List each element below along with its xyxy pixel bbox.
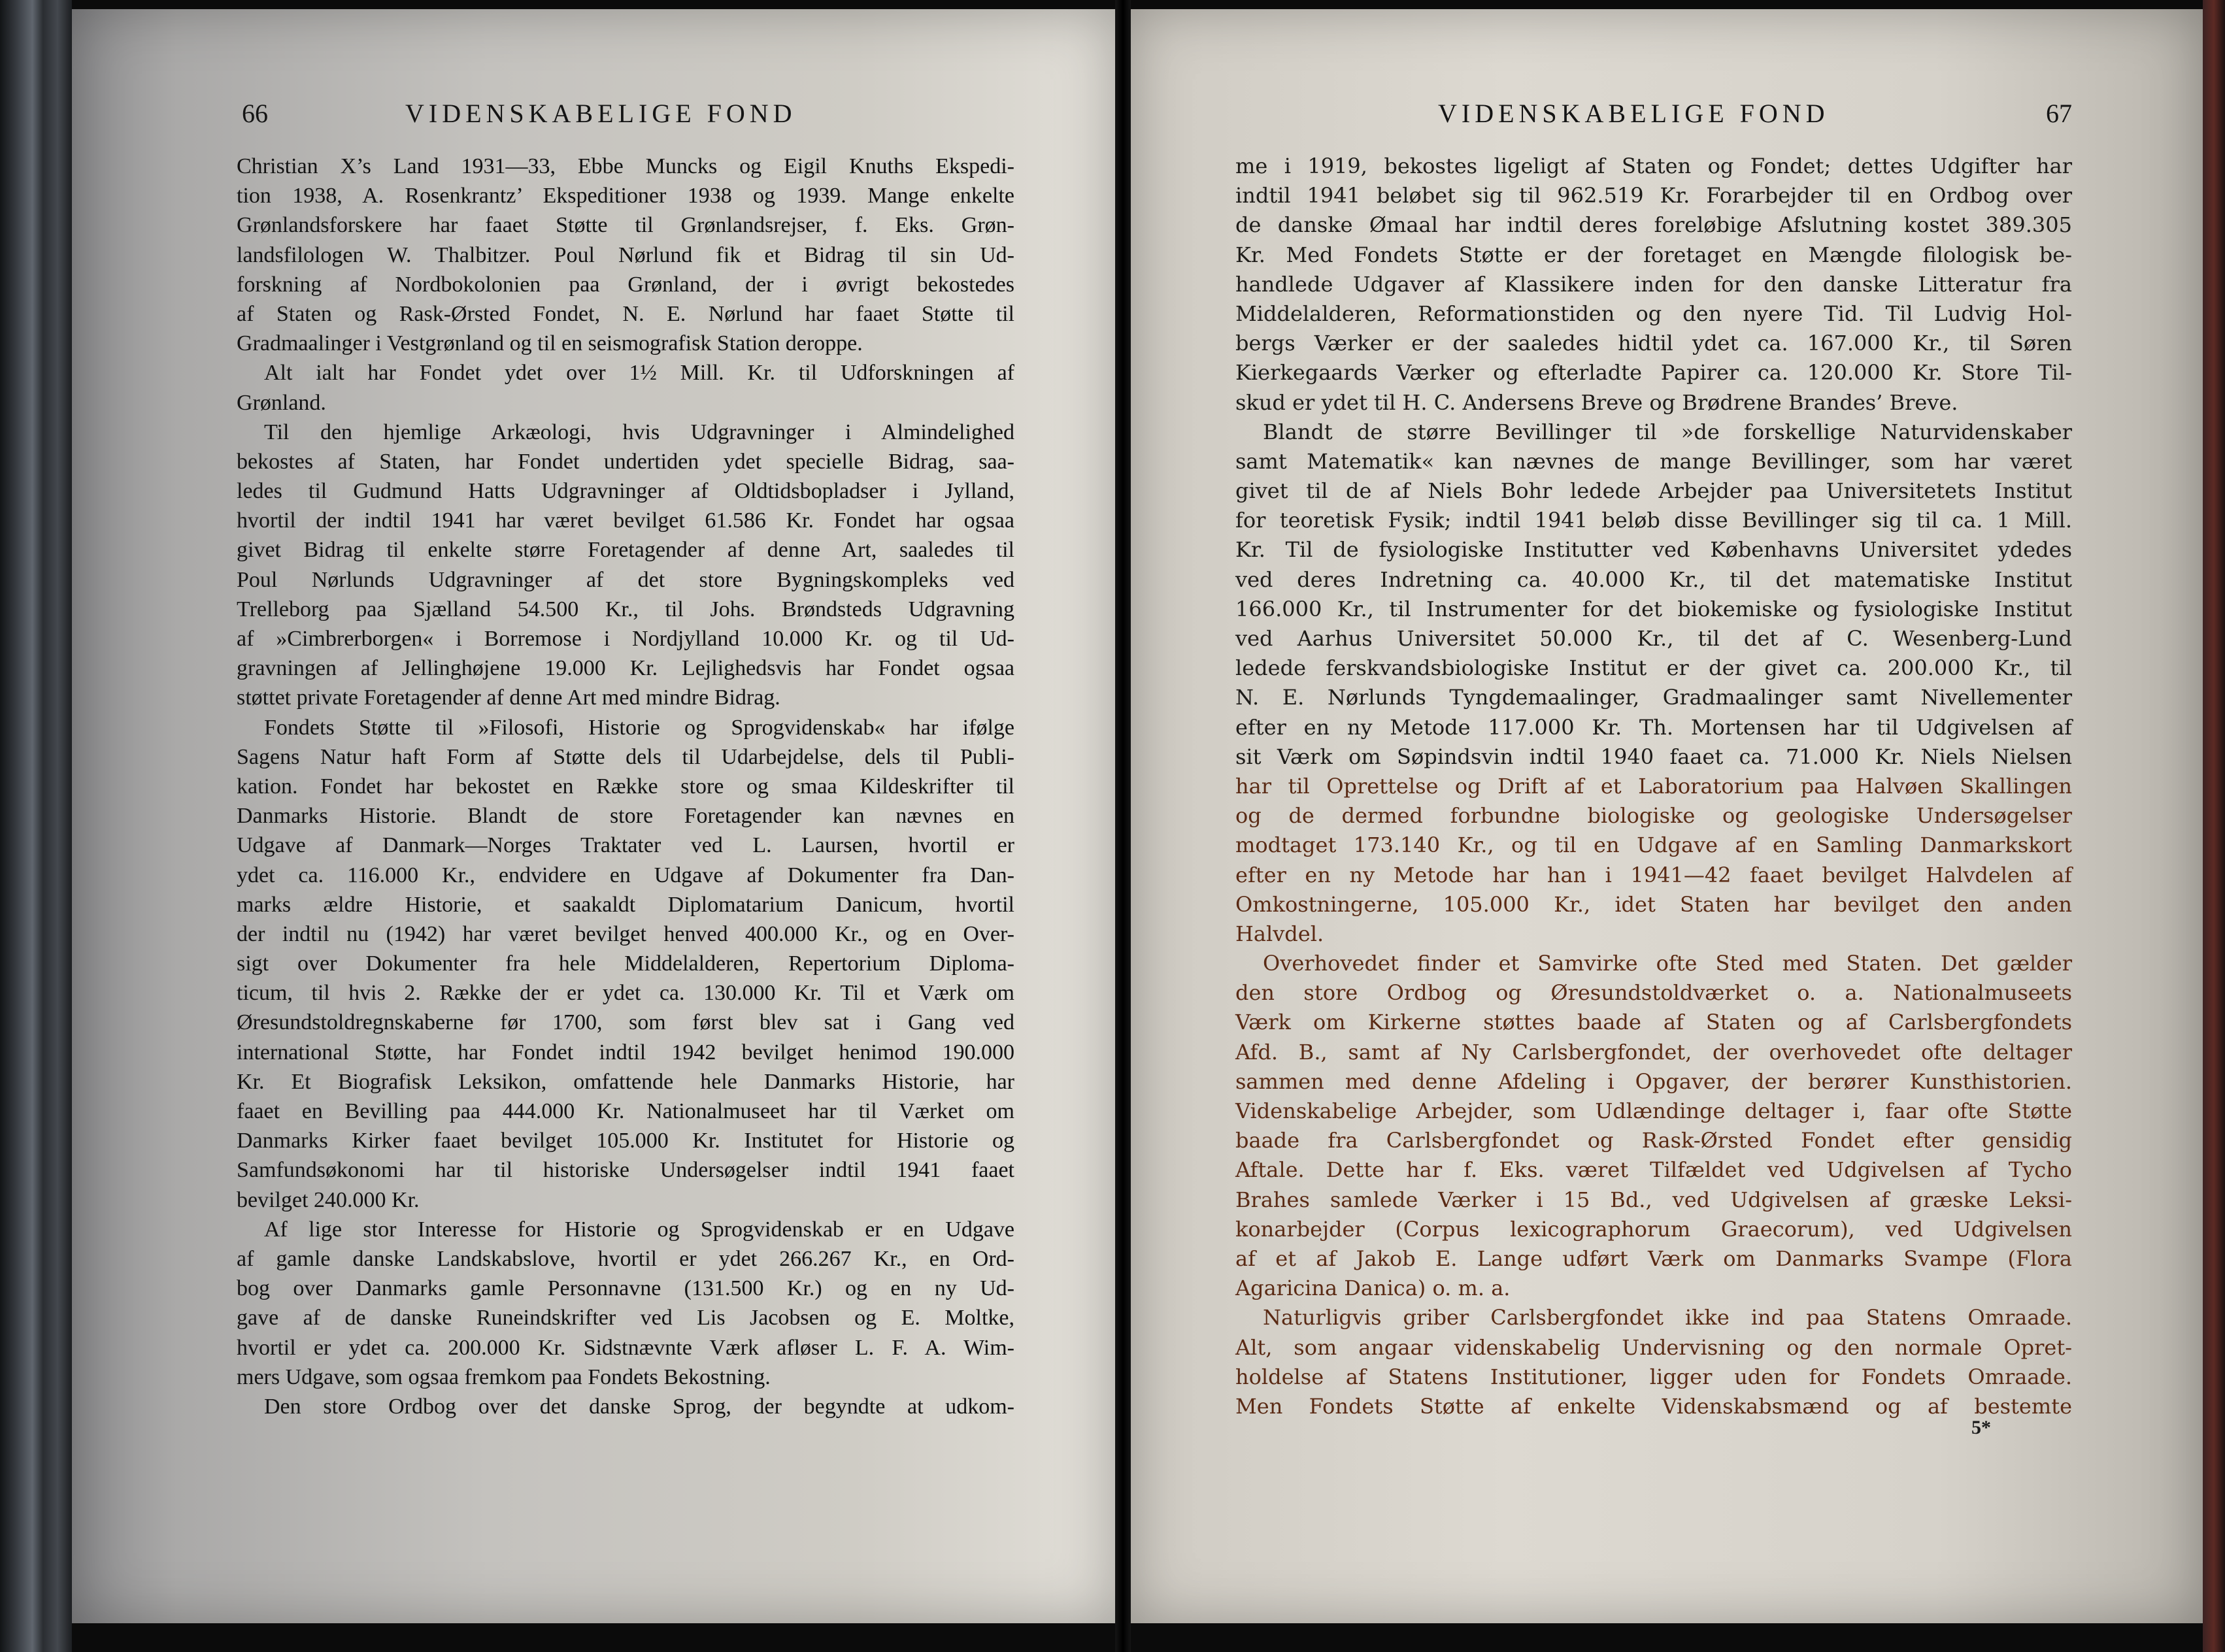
text-line: af »Cimbrerborgen« i Borremose i Nordjylland 10.000 Kr. og til Ud- <box>237 627 1014 651</box>
text-line: gravningen af Jellinghøjene 19.000 Kr. Lejlighedsvis har Fondet ogsaa <box>237 656 1014 681</box>
text-line: holdelse af Statens Institutioner, ligger uden for Fondets Omraade. <box>1235 1364 2072 1389</box>
text-line: de danske Ømaal har indtil deres foreløbige Afslutning kostet 389.305 <box>1235 212 2072 238</box>
text-line: Fondets Støtte til »Filosofi, Historie og Sprogvidenskab« har ifølge <box>264 715 1014 740</box>
book-cover-edge <box>2203 0 2225 1652</box>
text-line: Halvdel. <box>1235 921 1324 946</box>
text-line: Christian X’s Land 1931—33, Ebbe Muncks og Eigil Knuths Ekspedi- <box>237 154 1014 178</box>
text-line: Brahes samlede Værker i 15 Bd., ved Udgivelsen af græske Leksi- <box>1235 1187 2072 1212</box>
text-line: Øresundstoldregnskaberne før 1700, som først blev sat i Gang ved <box>237 1010 1014 1035</box>
text-line: bekostes af Staten, har Fondet undertiden ydet specielle Bidrag, saa- <box>237 449 1014 474</box>
text-line: ved deres Indretning ca. 40.000 Kr., til det matematiske Institut <box>1235 567 2072 592</box>
text-line: har til Oprettelse og Drift af et Laboratorium paa Halvøen Skallingen <box>1235 773 2072 799</box>
text-line: Naturligvis griber Carlsbergfondet ikke ind paa Statens Omraade. <box>1263 1305 2072 1330</box>
text-line: Trelleborg paa Sjælland 54.500 Kr., til Johs. Brøndsteds Udgravning <box>237 597 1014 621</box>
text-line: ydet ca. 116.000 Kr., endvidere en Udgave af Dokumenter fra Dan- <box>237 863 1014 887</box>
text-line: hvortil er ydet ca. 200.000 Kr. Sidstnævnte Værk afløser L. F. A. Wim- <box>237 1335 1014 1360</box>
book-gutter <box>1115 0 1131 1652</box>
text-line: N. E. Nørlunds Tyngdemaalinger, Gradmaalinger samt Nivellementer <box>1235 685 2072 710</box>
text-line: Alt, som angaar videnskabelig Undervisning og den normale Opret- <box>1235 1334 2072 1360</box>
text-line: Udgave af Danmark—Norges Traktater ved L. Laursen, hvortil er <box>237 833 1014 858</box>
text-line: Kr. Et Biografisk Leksikon, omfattende hele Danmarks Historie, har <box>237 1069 1014 1094</box>
text-line: sammen med denne Afdeling i Opgaver, der berører Kunsthistorien. <box>1235 1068 2072 1094</box>
text-line: Danmarks Historie. Blandt de store Foretagender kan nævnes en <box>237 804 1014 829</box>
text-line: faaet en Bevilling paa 444.000 Kr. Nationalmuseet har til Værket om <box>237 1099 1014 1123</box>
text-line: Alt ialt har Fondet ydet over 1½ Mill. Kr. til Udforskningen af <box>264 361 1014 386</box>
text-line: ledes til Gudmund Hatts Udgravninger af Oldtidsbopladser i Jylland, <box>237 479 1014 504</box>
text-line: skud er ydet til H. C. Andersens Breve og Brødrene Brandes’ Breve. <box>1235 389 1958 415</box>
text-line: Gradmaalinger i Vestgrønland og til en seismografisk Station deroppe. <box>237 331 863 356</box>
text-line: Til den hjemlige Arkæologi, hvis Udgravninger i Almindelighed <box>264 420 1014 444</box>
right-page-text <box>1235 152 2072 1421</box>
text-line: handlede Udgaver af Klassikere inden for den danske Litteratur fra <box>1235 271 2072 297</box>
text-line: Agaricina Danica) o. m. a. <box>1235 1276 1511 1301</box>
text-line: indtil 1941 beløbet sig til 962.519 Kr. Forarbejder til en Ordbog over <box>1235 183 2072 208</box>
text-line: konarbejder (Corpus lexicographorum Graecorum), ved Udgivelsen <box>1235 1216 2072 1242</box>
right-page-number: 67 <box>2046 99 2072 128</box>
text-line: givet Bidrag til enkelte større Foretagender af denne Art, saaledes til <box>237 538 1014 563</box>
text-line: Grønland. <box>237 390 326 415</box>
text-line: Samfundsøkonomi har til historiske Undersøgelser indtil 1941 faaet <box>237 1158 1014 1183</box>
text-line: Omkostningerne, 105.000 Kr., idet Staten har bevilget den anden <box>1235 891 2072 917</box>
text-line: mers Udgave, som ogsaa fremkom paa Fondets Bekostning. <box>237 1364 771 1389</box>
left-running-title: VIDENSKABELIGE FOND <box>405 99 797 128</box>
right-running-title: VIDENSKABELIGE FOND <box>1438 99 1830 128</box>
text-line: international Støtte, har Fondet indtil 1942 bevilget henimod 190.000 <box>237 1040 1014 1065</box>
text-line: Sagens Natur haft Form af Støtte dels til Udarbejdelse, dels til Publi- <box>237 744 1014 769</box>
signature-mark: 5* <box>1971 1417 1991 1438</box>
text-line: støttet private Foretagender af denne Art med mindre Bidrag. <box>237 686 780 710</box>
text-line: efter en ny Metode 117.000 Kr. Th. Mortensen har til Udgivelsen af <box>1235 714 2072 740</box>
left-page-number: 66 <box>242 99 268 128</box>
text-line: Aftale. Dette har f. Eks. været Tilfældet ved Udgivelsen af Tycho <box>1235 1157 2072 1183</box>
text-line: sigt over Dokumenter fra hele Middelalderen, Repertorium Diploma- <box>237 951 1014 976</box>
left-running-head <box>242 98 1026 132</box>
text-line: af Staten og Rask-Ørsted Fondet, N. E. Nørlund har faaet Støtte til <box>237 301 1014 326</box>
text-line: sit Værk om Søpindsvin indtil 1940 faaet ca. 71.000 Kr. Niels Nielsen <box>1235 744 2072 769</box>
left-page-text <box>237 152 1014 1421</box>
text-line: den store Ordbog og Øresundstoldværket o. a. Nationalmuseets <box>1235 980 2072 1006</box>
text-line: Af lige stor Interesse for Historie og Sprogvidenskab er en Udgave <box>264 1217 1014 1242</box>
text-line: Men Fondets Støtte af enkelte Videnskabsmænd og af bestemte <box>1235 1393 2072 1419</box>
text-line: efter en ny Metode har han i 1941—42 faaet bevilget Halvdelen af <box>1235 862 2072 887</box>
text-line: Kierkegaards Værker og efterladte Papirer ca. 120.000 Kr. Store Til- <box>1235 360 2072 386</box>
text-line: gave af de danske Runeindskrifter ved Lis Jacobsen og E. Moltke, <box>237 1306 1014 1330</box>
text-line: bevilget 240.000 Kr. <box>237 1187 420 1212</box>
text-line: Poul Nørlunds Udgravninger af det store Bygningskompleks ved <box>237 567 1014 592</box>
book-edge <box>0 0 72 1652</box>
text-line: Danmarks Kirker faaet bevilget 105.000 Kr. Institutet for Historie og <box>237 1129 1014 1153</box>
text-line: hvortil der indtil 1941 har været bevilget 61.586 Kr. Fondet har ogsaa <box>237 508 1014 533</box>
text-line: baade fra Carlsbergfondet og Rask-Ørsted Fondet efter gensidig <box>1235 1128 2072 1153</box>
text-line: bergs Værker er der saaledes hidtil ydet ca. 167.000 Kr., til Søren <box>1235 331 2072 356</box>
text-line: Blandt de større Bevillinger til »de forskellige Naturvidenskaber <box>1263 419 2072 444</box>
text-line: Middelalderen, Reformationstiden og den nyere Tid. Til Ludvig Hol- <box>1235 301 2072 326</box>
text-line: givet til de af Niels Bohr ledede Arbejder paa Universitetets Institut <box>1235 478 2072 504</box>
text-line: Overhovedet finder et Samvirke ofte Sted med Staten. Det gælder <box>1263 951 2072 976</box>
text-line: Værk om Kirkerne støttes baade af Staten og af Carlsbergfondets <box>1235 1010 2072 1035</box>
text-line: bog over Danmarks gamle Personnavne (131.500 Kr.) og en ny Ud- <box>237 1276 1014 1301</box>
text-line: og de dermed forbundne biologiske og geologiske Undersøgelser <box>1235 803 2072 829</box>
text-line: marks ældre Historie, et saakaldt Diplomatarium Danicum, hvortil <box>237 892 1014 917</box>
text-line: ticum, til hvis 2. Række der er ydet ca. 130.000 Kr. Til et Værk om <box>237 981 1014 1006</box>
text-line: ved Aarhus Universitet 50.000 Kr., til det af C. Wesenberg-Lund <box>1235 626 2072 651</box>
text-line: Grønlandsforskere har faaet Støtte til Grønlandsrejser, f. Eks. Grøn- <box>237 213 1014 238</box>
text-line: af et af Jakob E. Lange udført Værk om Danmarks Svampe (Flora <box>1235 1246 2072 1271</box>
text-line: landsfilologen W. Thalbitzer. Poul Nørlund fik et Bidrag til sin Ud- <box>237 242 1014 267</box>
text-line: modtaget 173.140 Kr., og til en Udgave af en Samling Danmarkskort <box>1235 833 2072 858</box>
right-running-head <box>1229 98 2072 132</box>
text-line: forskning af Nordbokolonien paa Grønland, der i øvrigt bekostedes <box>237 272 1014 297</box>
text-line: kation. Fondet har bekostet en Række store og smaa Kildeskrifter til <box>237 774 1014 799</box>
text-line: tion 1938, A. Rosenkrantz’ Ekspeditioner 1938 og 1939. Mange enkelte <box>237 184 1014 208</box>
text-line: Afd. B., samt af Ny Carlsbergfondet, der overhovedet ofte deltager <box>1235 1039 2072 1065</box>
text-line: for teoretisk Fysik; indtil 1941 beløb disse Bevillinger sig til ca. 1 Mill. <box>1235 508 2072 533</box>
text-line: Videnskabelige Arbejder, som Udlændinge deltager i, faar ofte Støtte <box>1235 1099 2072 1123</box>
text-line: samt Matematik« kan nævnes de mange Bevillinger, som har været <box>1235 448 2072 474</box>
text-line: af gamle danske Landskabslove, hvortil er ydet 266.267 Kr., en Ord- <box>237 1246 1014 1271</box>
text-line: Kr. Med Fondets Støtte er der foretaget en Mængde filologisk be- <box>1235 242 2072 267</box>
text-line: 166.000 Kr., til Instrumenter for det biokemiske og fysiologiske Institut <box>1235 596 2072 621</box>
text-line: Kr. Til de fysiologiske Institutter ved Københavns Universitet ydedes <box>1235 537 2072 563</box>
text-line: ledede ferskvandsbiologiske Institut er der givet ca. 200.000 Kr., til <box>1235 655 2072 681</box>
text-line: der indtil nu (1942) har været bevilget henved 400.000 Kr., og en Over- <box>237 921 1014 946</box>
text-line: me i 1919, bekostes ligeligt af Staten og Fondet; dettes Udgifter har <box>1235 154 2072 178</box>
text-line: Den store Ordbog over det danske Sprog, der begyndte at udkom- <box>264 1394 1014 1419</box>
